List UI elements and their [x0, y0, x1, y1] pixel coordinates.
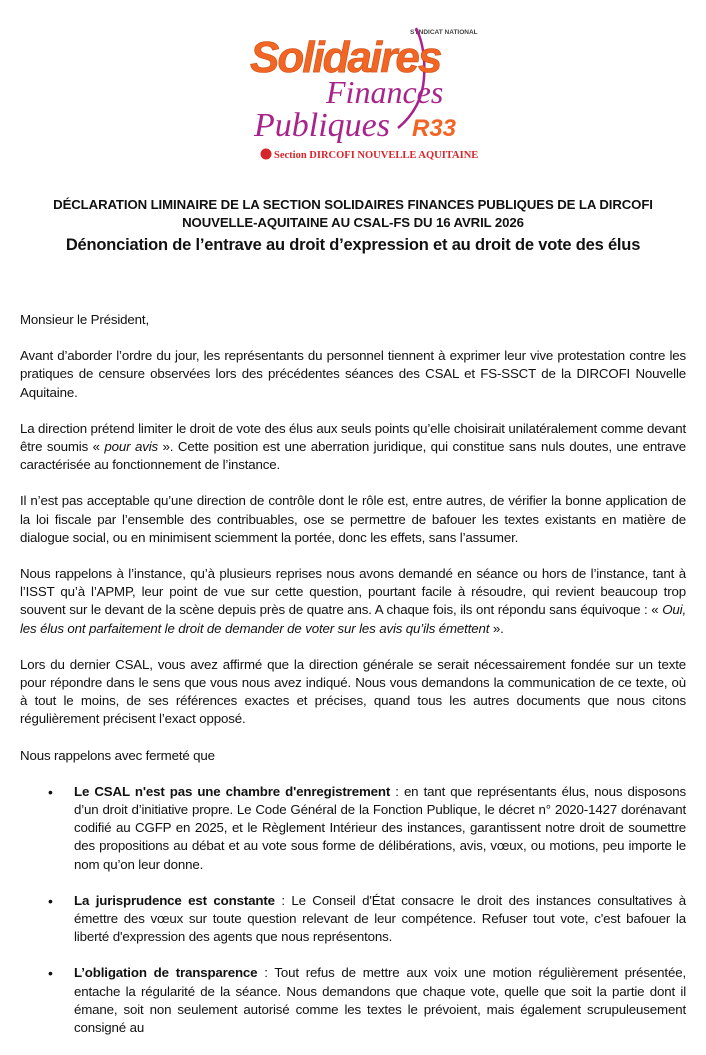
logo-section: Section DIRCOFI NOUVELLE AQUITAINE [274, 150, 479, 161]
logo-word-publiques: Publiques [254, 107, 390, 144]
bullet-icon: • [48, 892, 53, 909]
list-item-text: : en tant que représentants élus, nous disposons d’un droit d’initiative propre. Le Code Général de la Fonction Publique, le décret n° 2020-1427 dorénavant codifié au CGFP en 2025, et le Règlement Intérieur des instances, garantissent notre droit de soumettre des propositions au débat et au vote sous forme de délibérations, avis, vœux, ou motions, peu importe le nom qu’on leur donne. [74, 783, 687, 872]
logo-dot-icon [261, 149, 272, 160]
list-item [20, 892, 686, 947]
logo-badge: R33 [412, 115, 457, 142]
paragraph-3: Il n’est pas acceptable qu’une direction de contrôle dont le rôle est, entre autres, de vérifier la bonne application de la loi fiscale par l’ensemble des contribuables, ose se permettre de bafouer les textes existants en matière de dialogue social, ou en minimisent sciemment la portée, donc les effets, sans l’assumer. [20, 493, 686, 545]
paragraph-2-emphasis: pour avis [104, 439, 159, 455]
logo-word-solidaires: Solidaires [250, 33, 441, 82]
logo-graphic [248, 8, 479, 168]
paragraph-2 [20, 420, 686, 475]
list-item-text: : Tout refus de mettre aux voix une motion régulièrement présentée, entache la régularité de la séance. Nous demandons que chaque vote, quelle que soit la partie dont il émane, soit non seulement autorisé comme les textes le prévoient, mais également scrupuleusement consigné au [74, 965, 686, 1036]
list-item [20, 783, 686, 874]
document-subtitle: Dénonciation de l’entrave au droit d’expression et au droit de vote des élus [65, 236, 641, 254]
logo-top-label: SYNDICAT NATIONAL [410, 29, 478, 36]
paragraph-4-text: Nous rappelons à l’instance, qu’à plusieurs reprises nous avons demandé en séance ou hors de l’instance, tant à l’ISST qu’à l’APMP, leur point de vue sur cette question, pourtant facile à résoudre, qui revient beaucoup trop souvent sur le devant de la scène depuis près de quatre ans. A chaque fois, ils ont répondu sans équivoque : « [20, 566, 686, 618]
paragraph-5: Lors du dernier CSAL, vous avez affirmé que la direction générale se serait nécessairement fondée sur un texte pour répondre dans le sens que vous nous avez indiqué. Nous vous demandons la communication de ce texte, où à tout le moins, de ses références exactes et précises, quand tous les autres documents que nous citons régulièrement précisent l’exact opposé. [20, 656, 686, 727]
paragraph-1: Avant d’aborder l’ordre du jour, les représentants du personnel tiennent à exprimer leur vive protestation contre les pratiques de censure observées lors des précédentes séances des CSAL et FS-SSCT de la DIRCOFI Nouvelle Aquitaine. [20, 348, 686, 400]
paragraph-2-text: La direction prétend limiter le droit de vote des élus aux seuls points qu’elle choisirait unilatéralement comme devant être soumis « [20, 420, 686, 455]
logo-word-finances: Finances [326, 74, 444, 110]
list-item-title: La jurisprudence est constante [74, 892, 275, 908]
paragraph-6: Nous rappelons avec fermeté que [20, 747, 215, 763]
list-item-text: : Le Conseil d'État consacre le droit des instances consultatives à émettre des vœux sur toute question relevant de leur compétence. Refuser tout vote, c'est bafouer la liberté d'expression des agents que nous représentons. [74, 892, 686, 945]
paragraph-4-text-end: ». [489, 620, 504, 636]
list-item-title: Le CSAL n'est pas une chambre d'enregistrement [74, 783, 391, 799]
document-body [20, 311, 686, 1055]
bullet-list [20, 783, 686, 1037]
bullet-icon: • [48, 783, 53, 800]
union-logo [248, 8, 479, 168]
list-item [20, 964, 686, 1037]
paragraph-4-quote: Oui, les élus ont parfaitement le droit de demander de voter sur les avis qu’ils émettent [20, 602, 686, 636]
list-item-title: L’obligation de transparence [74, 965, 258, 981]
paragraph-2-text-end: ». Cette position est une aberration juridique, qui constitue sans nuls doutes, une entrave caractérisée au fonctionnement de l’instance. [20, 439, 686, 473]
salutation: Monsieur le Président, [20, 312, 149, 327]
document-heading: DÉCLARATION LIMINAIRE DE LA SECTION SOLIDAIRES FINANCES PUBLIQUES DE LA DIRCOFI NOUVELLE-AQUITAINE AU CSAL-FS DU 16 AVRIL 2026 [53, 197, 653, 230]
bullet-icon: • [48, 965, 53, 982]
paragraph-4 [20, 565, 686, 638]
